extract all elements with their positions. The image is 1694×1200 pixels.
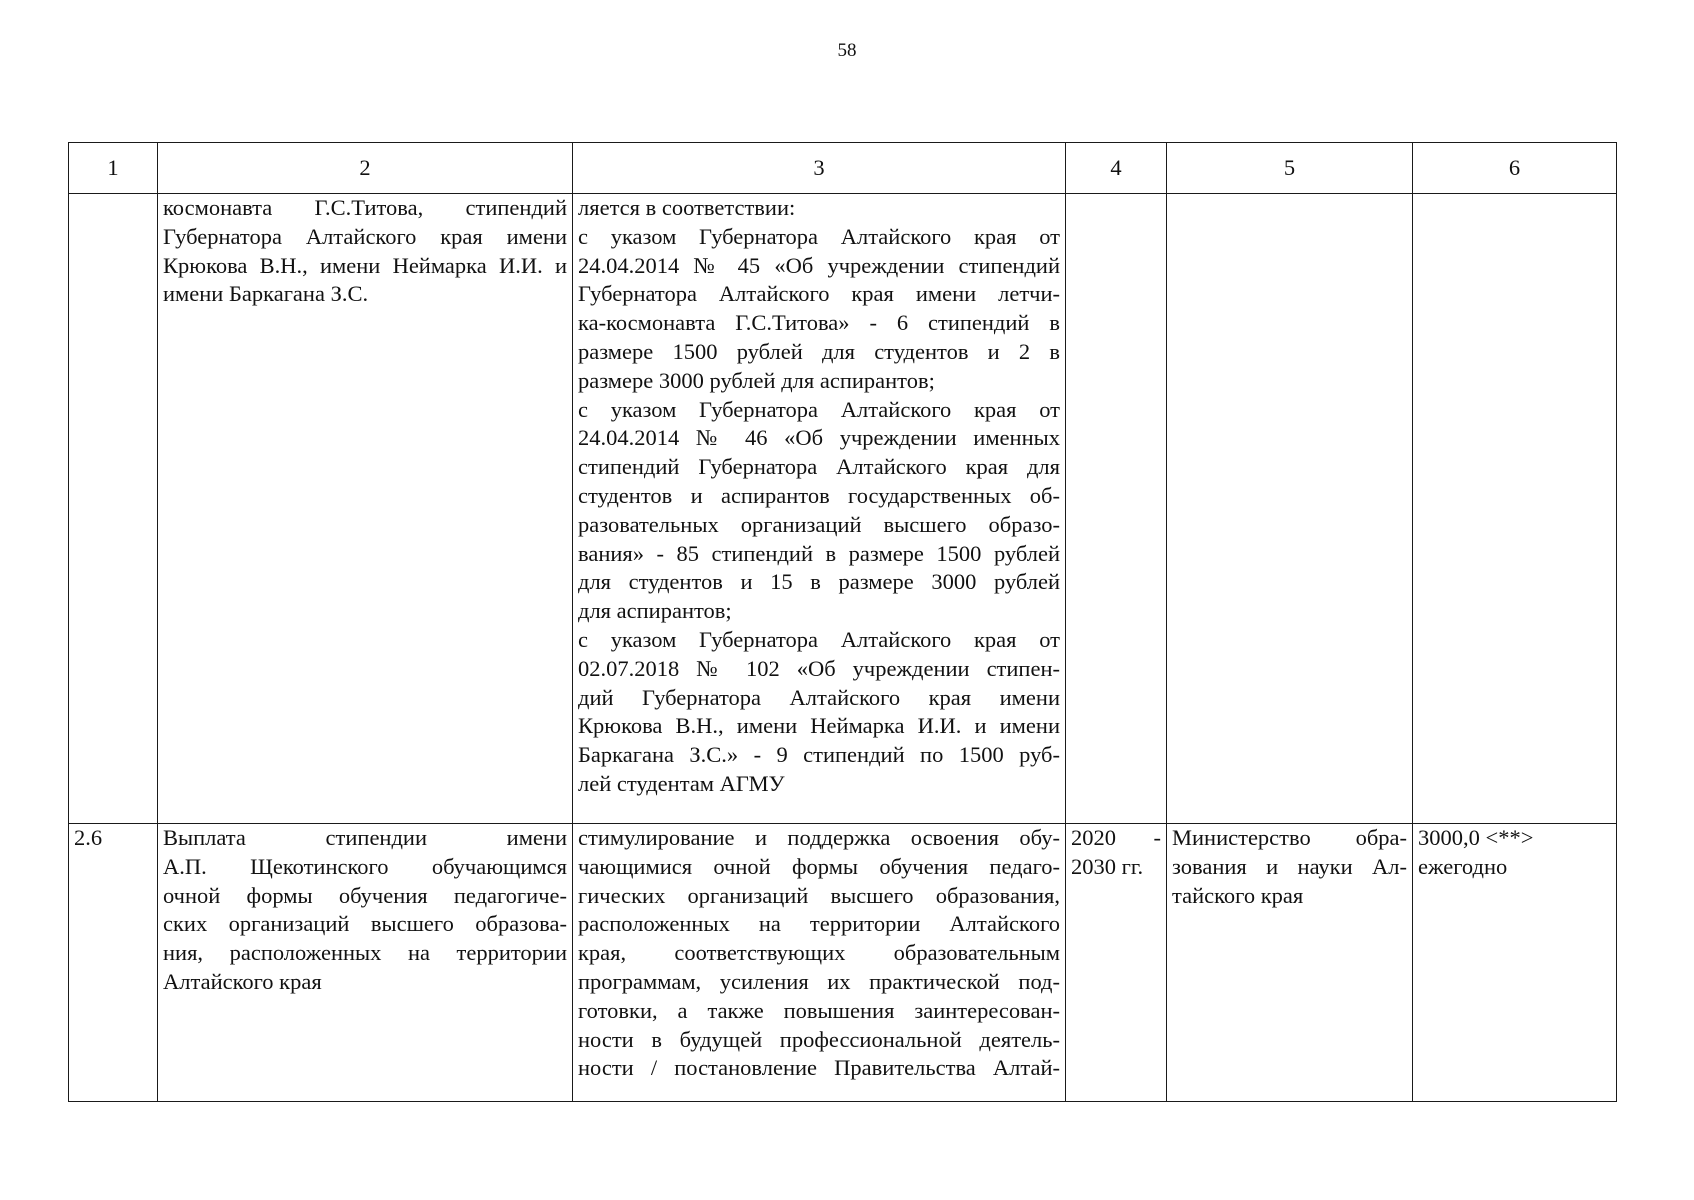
description-line: для аспирантов; [578, 598, 732, 624]
measure-name-line: Выплата стипендии имени [163, 825, 567, 850]
period-from-line [1071, 824, 1161, 853]
description-line: ности / постановление Правительства Алтай- [578, 1055, 1060, 1081]
measure-name-line: очной формы обучения педагогиче- [163, 882, 567, 908]
executor-line: Министерство обра- [1172, 825, 1407, 850]
description-line: с указом Губернатора Алтайского края от [578, 396, 1060, 422]
description-line: с указом Губернатора Алтайского края от [578, 223, 1060, 249]
description-line: стипендий Губернатора Алтайского края для [578, 454, 1060, 480]
header-cell-2: 2 [158, 143, 573, 194]
executor-line: тайского края [1172, 882, 1304, 908]
period-year-from: 2020 [1071, 825, 1116, 850]
header-cell-6: 6 [1413, 143, 1617, 194]
program-table [68, 142, 1617, 1102]
funding-frequency: ежегодно [1418, 853, 1508, 879]
description-line: вания» - 85 стипендий в размере 1500 рублей [578, 540, 1060, 566]
funding-cell [1413, 824, 1617, 1102]
period-year-to: 2030 гг. [1071, 853, 1144, 879]
description-line: 24.04.2014 № 45 «Об учреждении стипендий [578, 252, 1060, 278]
description-line: чающимися очной формы обучения педаго- [578, 853, 1060, 879]
measure-description-cell [573, 824, 1066, 1102]
period-cell [1066, 194, 1167, 824]
description-line: готовки, а также повышения заинтересован- [578, 997, 1060, 1023]
executor-cell [1167, 194, 1413, 824]
measure-name-cell: космонавта Г.С.Титова, стипендий Губернатора Алтайского края имени Крюкова В.Н., имени Неймарка И.И. и имени Баркагана З.С. [158, 194, 573, 824]
header-row [69, 143, 1617, 194]
header-cell-1: 1 [69, 143, 158, 194]
measure-name-line: ских организаций высшего образова- [163, 911, 567, 937]
header-cell-5: 5 [1167, 143, 1413, 194]
header-cell-4: 4 [1066, 143, 1167, 194]
measure-name-line: А.П. Щекотинского обучающимся [163, 853, 567, 879]
description-line: 02.07.2018 № 102 «Об учреждении стипен- [578, 655, 1060, 681]
measure-description-cell [573, 194, 1066, 824]
description-line: разовательных организаций высшего образо- [578, 511, 1060, 537]
description-line: размере 3000 рублей для аспирантов; [578, 367, 935, 393]
description-line: для студентов и 15 в размере 3000 рублей [578, 569, 1060, 595]
row-number-cell: 2.6 [69, 824, 158, 1102]
period-cell [1066, 824, 1167, 1102]
row-number-cell [69, 194, 158, 824]
executor-line: зования и науки Ал- [1172, 853, 1407, 879]
description-line: с указом Губернатора Алтайского края от [578, 626, 1060, 652]
header-cell-3: 3 [573, 143, 1066, 194]
page-number: 58 [837, 40, 857, 61]
table-row-continuation [69, 194, 1617, 824]
description-line: ности в будущей профессиональной деятель- [578, 1026, 1060, 1052]
description-line: 24.04.2014 № 46 «Об учреждении именных [578, 425, 1060, 451]
table-row-2-6 [69, 824, 1617, 1102]
measure-name-line: Алтайского края [163, 968, 322, 994]
description-line: расположенных на территории Алтайского [578, 911, 1060, 937]
description-line: дий Губернатора Алтайского края имени [578, 684, 1060, 710]
description-line: программам, усиления их практической под- [578, 968, 1060, 994]
description-line: лей студентам АГМУ [578, 770, 785, 796]
description-line: размере 1500 рублей для студентов и 2 в [578, 338, 1060, 364]
executor-cell [1167, 824, 1413, 1102]
description-line: стимулирование и поддержка освоения обу- [578, 825, 1060, 850]
description-line: гических организаций высшего образования, [578, 882, 1060, 908]
description-line: Губернатора Алтайского края имени летчи- [578, 281, 1060, 307]
measure-name-cell [158, 824, 573, 1102]
description-line: студентов и аспирантов государственных об- [578, 482, 1060, 508]
description-line: ляется в соответствии: [578, 195, 796, 220]
measure-name-line: ния, расположенных на территории [163, 940, 567, 966]
description-line: Крюкова В.Н., имени Неймарка И.И. и имени [578, 713, 1060, 739]
period-dash: - [1153, 825, 1161, 850]
description-line: края, соответствующих образовательным [578, 940, 1060, 966]
funding-amount: 3000,0 <**> [1418, 825, 1534, 850]
funding-cell [1413, 194, 1617, 824]
description-line: Баркагана З.С.» - 9 стипендий по 1500 руб- [578, 742, 1060, 768]
description-line: ка-космонавта Г.С.Титова» - 6 стипендий в [578, 310, 1060, 336]
